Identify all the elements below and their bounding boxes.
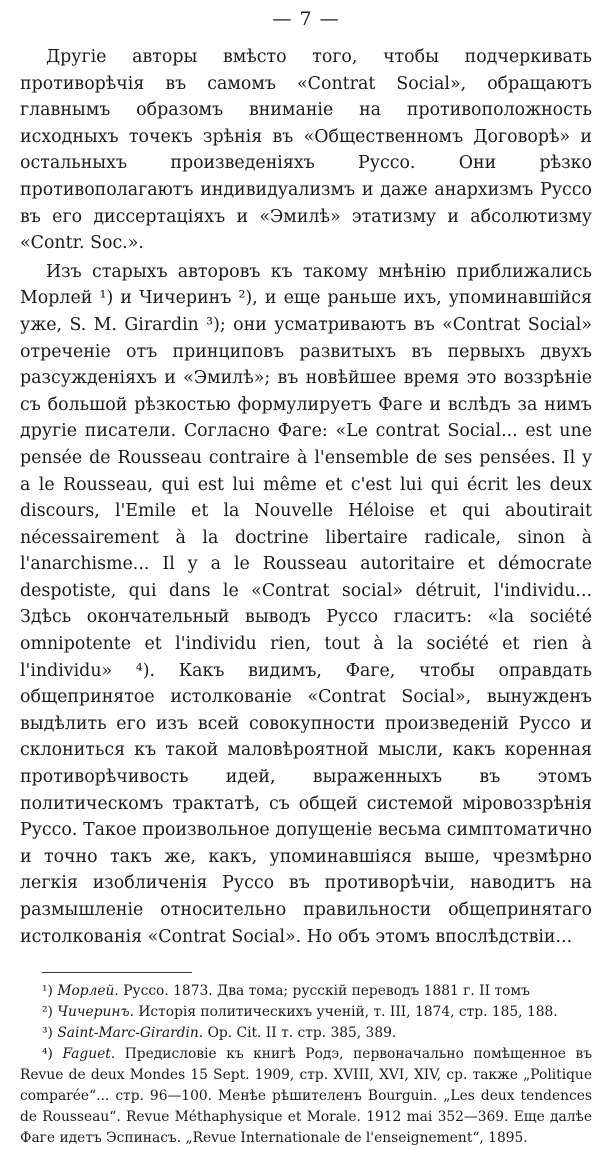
footnote-separator	[42, 972, 192, 973]
paragraph-2: Изъ старыхъ авторовъ къ такому мнѣнію приближались Морлей ¹) и Чичеринъ ²), и еще раньше ихъ, упоминавшійся уже, S. M. Girardin ³); они усматриваютъ въ «Contrat Social» отреченіе отъ принциповъ развитыхъ въ первыхъ двухъ разсужденіяхъ и «Эмилѣ»; въ новѣйшее время это воззрѣніе съ большой рѣзкостью формулируетъ Фаге и вслѣдъ за нимъ другіе писатели. Согласно Фаге: «Le contrat Social... est une pensée de Rousseau contraire à l'ensemble de ses pensées. Il y a le Rousseau, qui est lui même et c'est lui qui écrit les deux discours, l'Emile et la Nouvelle Héloise et qui aboutirait nécessairement à la doctrine libertaire radicale, sinon à l'anarchisme... Il y a le Rousseau autoritaire et démocrate despotiste, qui dans le «Contrat social» détruit, l'individu... Здѣсь окончательный выводъ Руссо гласитъ: «la société omnipotente et l'individu rien, tout à la société et rien à l'individu» ⁴). Какъ видимъ, Фаге, чтобы оправдать общепринятое истолкованіе «Contrat Social», вынужденъ выдѣлить его изъ всей совокупности произведеній Руссо и склониться къ такой маловѣроятной мысли, какъ коренная противорѣчивость идей, выраженныхъ въ этомъ политическомъ трактатѣ, съ общей системой міровоззрѣнія Руссо. Такое произвольное допущеніе весьма симптоматично и точно такъ же, какъ, упоминавшіяся выше, чрезмѣрно легкія изобличенія Руссо въ противорѣчіи, наводитъ на размышленіе относительно правильности общепринятаго истолкованія «Contrat Social». Но объ этомъ впослѣдствіи...	[20, 261, 592, 947]
footnote-mark: ³)	[42, 1025, 53, 1042]
footnote-text: Op. Cit. II т. стр. 385, 389.	[207, 1025, 397, 1042]
footnote-author: Чичеринъ.	[57, 1004, 134, 1021]
footnote-2	[20, 1002, 592, 1023]
footnote-4	[20, 1044, 592, 1149]
page-number: — 7 —	[272, 8, 340, 30]
footnote-3	[20, 1023, 592, 1044]
main-text	[20, 44, 592, 950]
footnote-mark: ¹)	[42, 983, 53, 1000]
footnote-mark: ⁴)	[42, 1046, 53, 1063]
footnote-author: Морлей.	[57, 983, 119, 1000]
footnote-author: Saint-Marc-Girardin.	[57, 1025, 204, 1042]
footnotes	[20, 981, 592, 1149]
footnote-author: Faguet.	[62, 1046, 116, 1063]
footnote-text: Исторія политическихъ ученій, т. III, 1874, стр. 185, 188.	[138, 1004, 558, 1021]
footnote-mark: ²)	[42, 1004, 53, 1021]
footnote-text: Предисловіе къ книгѣ Родэ, первоначально помѣщенное въ Revue de deux Mondes 15 Sept. 1909, стр. XVIII, XVI, XIV, ср. также „Politique comparée“... стр. 96—100. Менѣе рѣшителенъ Bourguin. „Les deux tendences de Rousseau“. Revue Méthaphysique et Morale. 1912 mai 352—369. Еще далѣе Фаге идетъ Эспинасъ. „Revue Internationale de l'enseignement“, 1895.	[20, 1046, 592, 1147]
footnote-1	[20, 981, 592, 1002]
footnote-text: Руссо. 1873. Два тома; русскій переводъ 1881 г. II томъ	[123, 983, 530, 1000]
paragraph-1: Другіе авторы вмѣсто того, чтобы подчеркивать противорѣчія въ самомъ «Contrat Social», обращаютъ главнымъ образомъ вниманіе на противоположность исходныхъ точекъ зрѣнія въ «Общественномъ Договорѣ» и остальныхъ произведеніяхъ Руссо. Они рѣзко противополагаютъ индивидуализмъ и даже анархизмъ Руссо въ его диссертаціяхъ и «Эмилѣ» этатизму и абсолютизму «Contr. Soc.».	[20, 47, 592, 254]
